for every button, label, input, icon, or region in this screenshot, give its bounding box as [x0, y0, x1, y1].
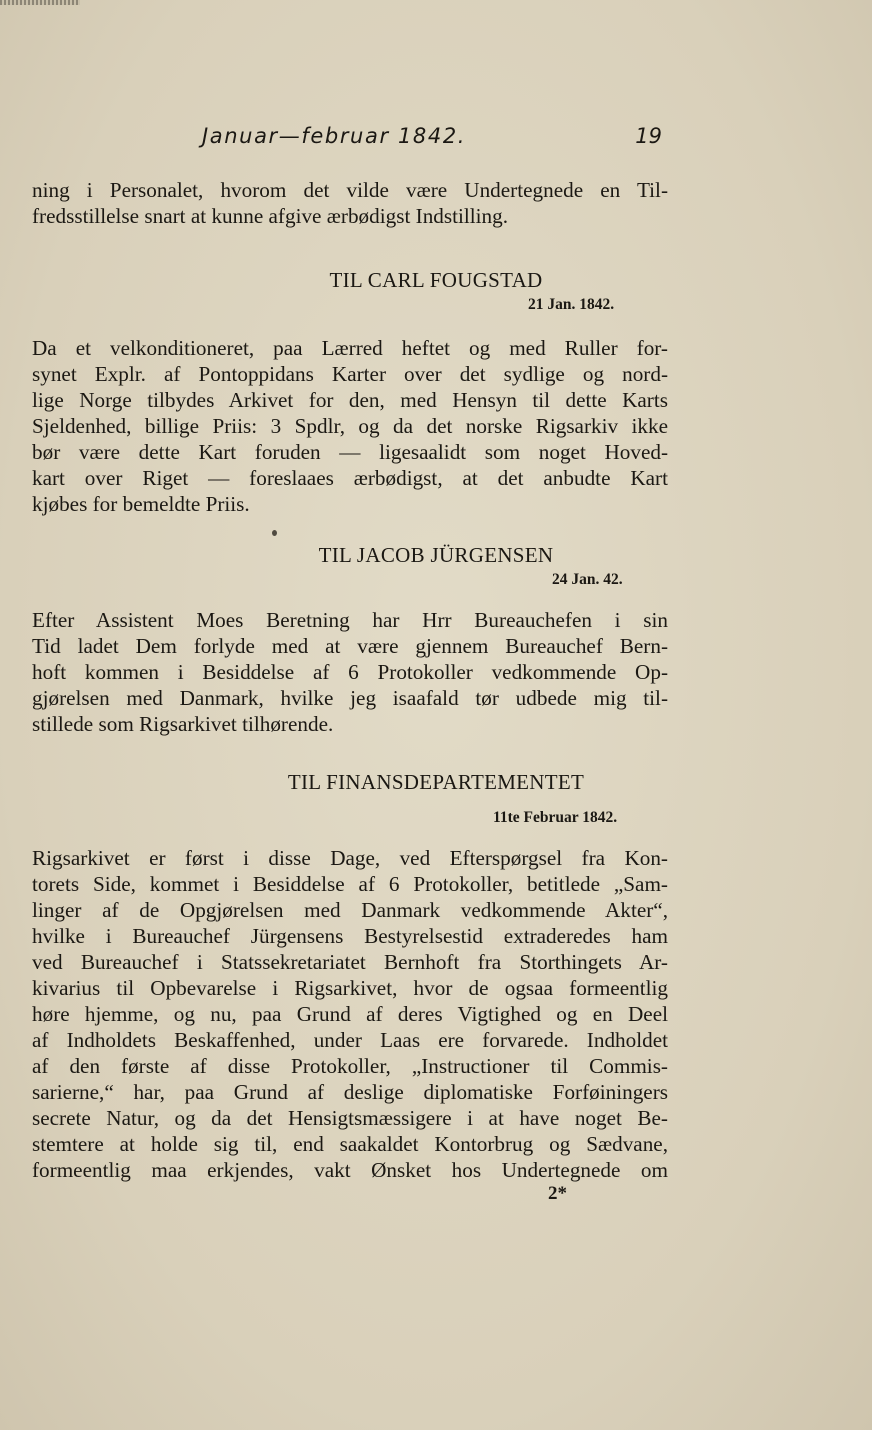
text-line: torets Side, kommet i Besiddelse af 6 Protokoller, betitlede „Sam- [32, 872, 668, 896]
text-line: kart over Riget — foreslaaes ærbødigst, at det anbudte Kart [32, 466, 668, 490]
text-line: Da et velkonditioneret, paa Lærred heftet og med Ruller for- [32, 336, 668, 360]
page-number: 19 [635, 124, 662, 148]
text-line: gjørelsen med Danmark, hvilke jeg isaafald tør udbede mig til- [32, 686, 668, 710]
letter-heading-finansdepartementet: TIL FINANSDEPARTEMENTET [287, 770, 585, 794]
text-line: Sjeldenhed, billige Priis: 3 Spdlr, og da det norske Rigsarkiv ikke [32, 414, 668, 438]
text-line: lige Norge tilbydes Arkivet for den, med Hensyn til dette Karts [32, 388, 668, 412]
text-line: kivarius til Opbevarelse i Rigsarkivet, hvor de ogsaa formeentlig [32, 976, 668, 1000]
letter-body-finansdepartementet [32, 845, 668, 1183]
text-line: Tid ladet Dem forlyde med at være gjennem Bureauchef Bern- [32, 634, 668, 658]
text-line: kjøbes for bemeldte Priis. [32, 492, 250, 516]
text-line: hvilke i Bureauchef Jürgensens Bestyrelsestid extraderedes ham [32, 924, 668, 948]
text-line: Rigsarkivet er først i disse Dage, ved Efterspørgsel fra Kon- [32, 846, 668, 870]
text-line: af den første af disse Protokoller, „Instructioner til Commis- [32, 1054, 668, 1078]
text-line: secrete Natur, og da det Hensigtsmæssigere i at have noget Be- [32, 1106, 668, 1130]
text-line: af Indholdets Beskaffenhed, under Laas ere forvarede. Indholdet [32, 1028, 668, 1052]
running-title: Januar—februar 1842. [202, 124, 467, 148]
text-line: linger af de Opgjørelsen med Danmark vedkommende Akter“, [32, 898, 668, 922]
intro-paragraph [32, 177, 668, 229]
text-line: formeentlig maa erkjendes, vakt Ønsket hos Undertegnede om [32, 1158, 668, 1182]
text-line: synet Explr. af Pontoppidans Karter over det sydlige og nord- [32, 362, 668, 386]
text-line: fredsstillelse snart at kunne afgive ærbødigst Indstilling. [32, 204, 509, 228]
text-line: ning i Personalet, hvorom det vilde være Undertegnede en Til- [32, 178, 668, 202]
signature-mark: 2* [548, 1183, 567, 1204]
scan-edge-mark [0, 0, 80, 5]
text-line: sarierne,“ har, paa Grund af deslige diplomatiske Forføiningers [32, 1080, 668, 1104]
letter-body-fougstad [32, 335, 668, 517]
text-line: stillede som Rigsarkivet tilhørende. [32, 712, 334, 736]
letter-date-fougstad: 21 Jan. 1842. [528, 296, 615, 313]
letter-heading-jurgensen: TIL JACOB JÜRGENSEN [318, 543, 554, 567]
text-line: høre hjemme, og nu, paa Grund af deres Vigtighed og en Deel [32, 1002, 668, 1026]
text-line: ved Bureauchef i Statssekretariatet Bernhoft fra Storthingets Ar- [32, 950, 668, 974]
text-line: stemtere at holde sig til, end saakaldet Kontorbrug og Sædvane, [32, 1132, 668, 1156]
text-line: Efter Assistent Moes Beretning har Hrr Bureauchefen i sin [32, 608, 668, 632]
letter-body-jurgensen [32, 607, 668, 737]
text-line: hoft kommen i Besiddelse af 6 Protokoller vedkommende Op- [32, 660, 668, 684]
letter-heading-fougstad: TIL CARL FOUGSTAD [329, 268, 543, 292]
running-head [202, 124, 662, 158]
letter-date-jurgensen: 24 Jan. 42. [552, 571, 623, 588]
letter-date-finansdepartementet: 11te Februar 1842. [493, 809, 618, 826]
ink-speck [272, 530, 277, 536]
text-line: bør være dette Kart foruden — ligesaalidt som noget Hoved- [32, 440, 668, 464]
